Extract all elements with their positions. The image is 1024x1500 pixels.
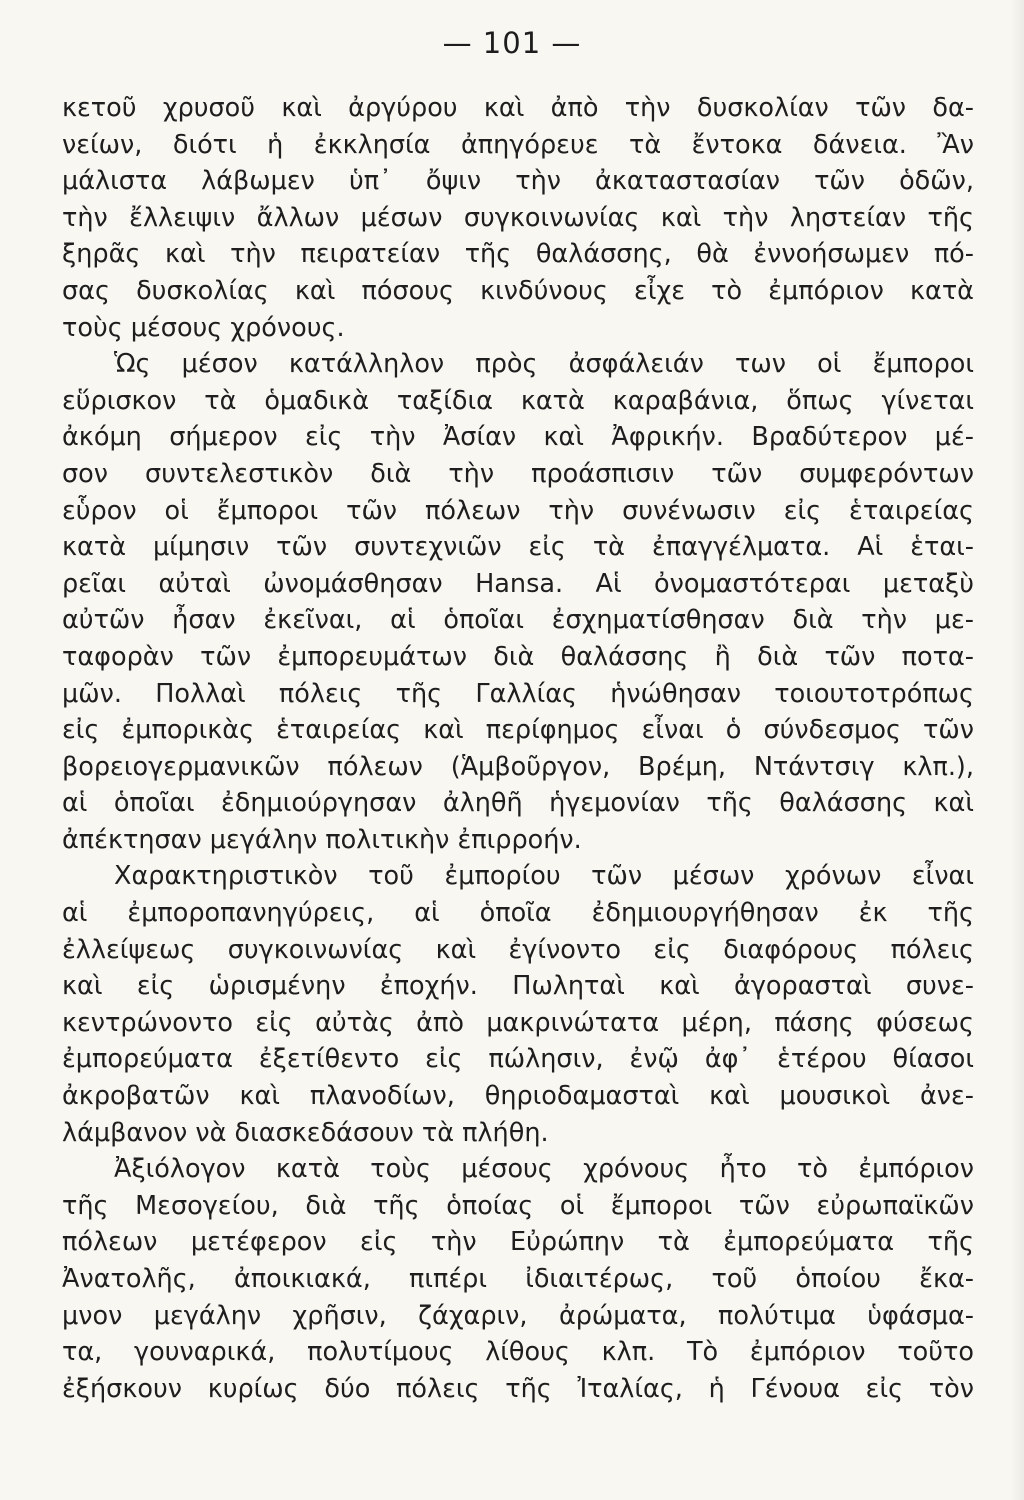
text-line: ἀκόμη σήμερον εἰς τὴν Ἀσίαν καὶ Ἀφρικήν. Βραδύτερον μέ- [62,422,974,453]
text-line: Χαρακτηριστικὸν τοῦ ἐμπορίου τῶν μέσων χρόνων εἶναι [114,861,974,892]
text-line: μῶν. Πολλαὶ πόλεις τῆς Γαλλίας ἡνώθησαν τοιουτοτρόπως [62,678,974,709]
text-line: ρεῖαι αὐταὶ ὠνομάσθησαν Hansa. Αἱ ὀνομαστότεραι μεταξὺ [62,568,974,599]
text-line: σον συντελεστικὸν διὰ τὴν προάσπισιν τῶν συμφερόντων [62,458,974,489]
text-line: ταφορὰν τῶν ἐμπορευμάτων διὰ θαλάσσης ἢ διὰ τῶν ποτα- [62,641,974,672]
text-line: εὗρον οἱ ἔμποροι τῶν πόλεων τὴν συνένωσιν εἰς ἑταιρείας [62,495,974,526]
text-line: ἀκροβατῶν καὶ πλανοδίων, θηριοδαμασταὶ καὶ μουσικοὶ ἀνε- [62,1081,974,1112]
text-line: Ἀξιόλογον κατὰ τοὺς μέσους χρόνους ἦτο τὸ ἐμπόριον [114,1154,974,1185]
text-line: ἐμπορεύματα ἐξετίθεντο εἰς πώλησιν, ἐνῷ ἀφ᾿ ἑτέρου θίασοι [62,1044,974,1075]
text-line: αἱ ὁποῖαι ἐδημιούργησαν ἀληθῆ ἡγεμονίαν τῆς θαλάσσης καὶ [62,788,974,819]
text-line: αἱ ἐμποροπανηγύρεις, αἱ ὁποῖα ἐδημιουργήθησαν ἐκ τῆς [62,898,974,929]
text-line: ἐλλείψεως συγκοινωνίας καὶ ἐγίνοντο εἰς διαφόρους πόλεις [62,934,974,965]
text-line: λάμβανον νὰ διασκεδάσουν τὰ πλήθη. [62,1117,549,1148]
text-line: καὶ εἰς ὡρισμένην ἐποχήν. Πωληταὶ καὶ ἀγορασταὶ συνε- [62,971,974,1002]
text-line: σας δυσκολίας καὶ πόσους κινδύνους εἶχε τὸ ἐμπόριον κατὰ [62,275,974,306]
text-line: κεντρώνοντο εἰς αὐτὰς ἀπὸ μακρινώτατα μέρη, πάσης φύσεως [62,1007,974,1038]
text-line: νείων, διότι ἡ ἐκκλησία ἀπηγόρευε τὰ ἔντοκα δάνεια. Ἂν [62,129,974,160]
text-line: ἐξήσκουν κυρίως δύο πόλεις τῆς Ἰταλίας, ἡ Γένουα εἰς τὸν [62,1373,974,1404]
page-edge [1010,0,1024,1500]
text-line: Ὡς μέσον κατάλληλον πρὸς ἀσφάλειάν των οἱ ἔμποροι [114,349,974,380]
text-line: πόλεων μετέφερον εἰς τὴν Εὐρώπην τὰ ἐμπορεύματα τῆς [62,1227,974,1258]
text-line: ξηρᾶς καὶ τὴν πειρατείαν τῆς θαλάσσης, θὰ ἐννοήσωμεν πό- [62,239,974,270]
text-line: αὐτῶν ἦσαν ἐκεῖναι, αἱ ὁποῖαι ἐσχηματίσθησαν διὰ τὴν με- [62,605,974,636]
text-line: εὕρισκον τὰ ὁμαδικὰ ταξίδια κατὰ καραβάνια, ὅπως γίνεται [62,385,974,416]
text-line: Ἀνατολῆς, ἀποικιακά, πιπέρι ἰδιαιτέρως, τοῦ ὁποίου ἔκα- [62,1264,974,1294]
text-line: ἀπέκτησαν μεγάλην πολιτικὴν ἐπιρροήν. [62,824,582,855]
text-line: τα, γουναρικά, πολυτίμους λίθους κλπ. Τὸ ἐμπόριον τοῦτο [62,1337,974,1368]
text-line: μνον μεγάλην χρῆσιν, ζάχαριν, ἀρώματα, πολύτιμα ὑφάσμα- [62,1300,974,1331]
text-line: τῆς Μεσογείου, διὰ τῆς ὁποίας οἱ ἔμποροι τῶν εὐρωπαϊκῶν [62,1190,974,1221]
text-line: κετοῦ χρυσοῦ καὶ ἀργύρου καὶ ἀπὸ τὴν δυσκολίαν τῶν δα- [62,93,974,123]
text-line: βορειογερμανικῶν πόλεων (Ἁμβοῦργον, Βρέμη, Ντάντσιγ κλπ.), [62,751,974,782]
body-text [62,90,974,1407]
text-line: κατὰ μίμησιν τῶν συντεχνιῶν εἰς τὰ ἐπαγγέλματα. Αἱ ἑται- [62,532,974,563]
text-line: τοὺς μέσους χρόνους. [62,312,345,343]
text-line: μάλιστα λάβωμεν ὑπ᾿ ὄψιν τὴν ἀκαταστασίαν τῶν ὁδῶν, [62,166,974,197]
page-number: — 101 — [442,26,582,60]
text-line: τὴν ἔλλειψιν ἄλλων μέσων συγκοινωνίας καὶ τὴν ληστείαν τῆς [62,202,974,233]
text-line: εἰς ἐμπορικὰς ἑταιρείας καὶ περίφημος εἶναι ὁ σύνδεσμος τῶν [62,715,974,746]
